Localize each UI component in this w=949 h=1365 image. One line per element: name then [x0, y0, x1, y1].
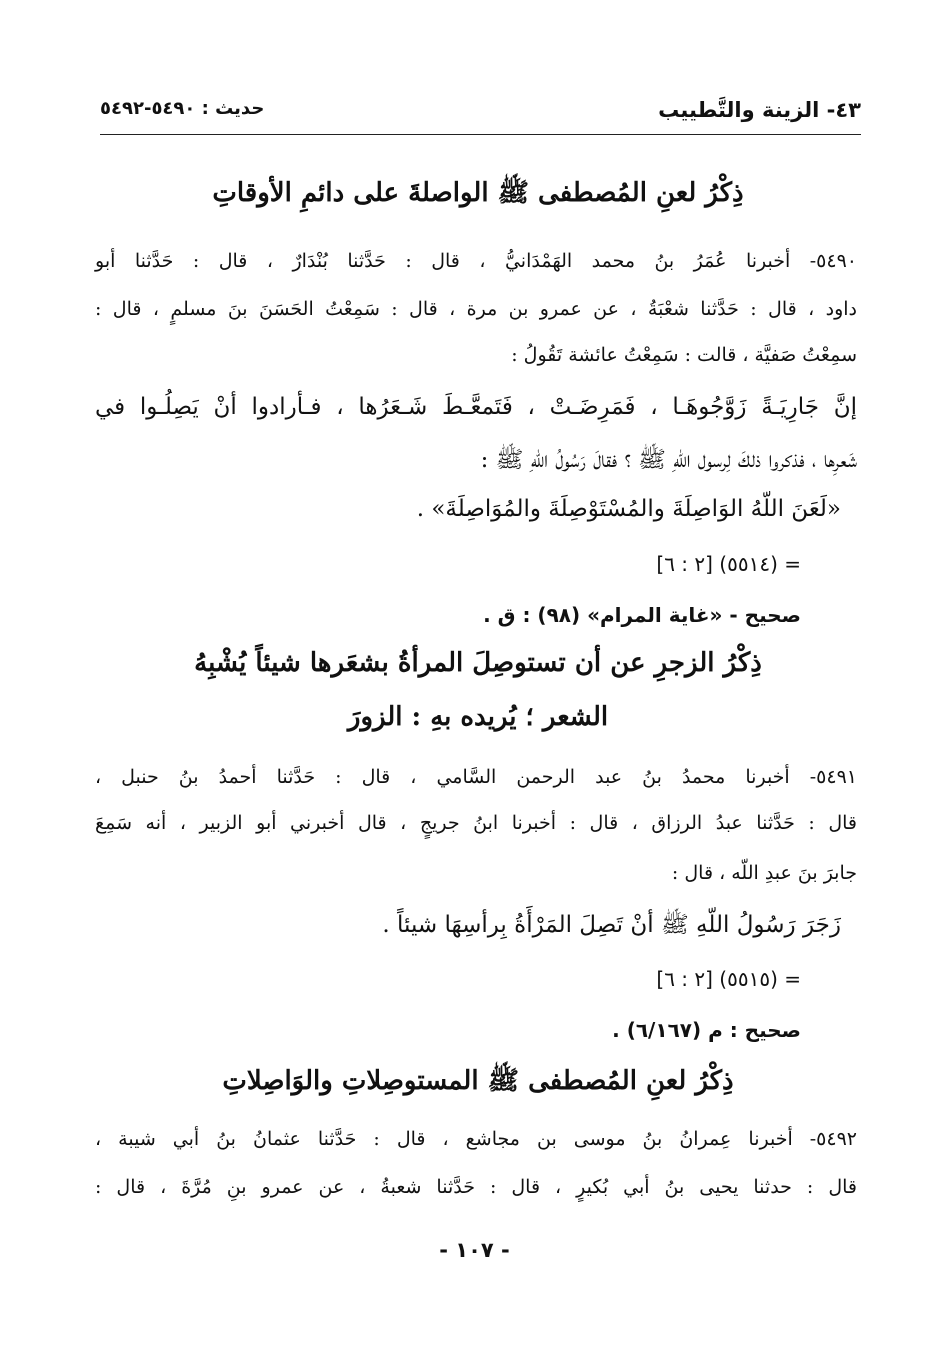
- isnad-line: ٥٤٩٢- أخبرنا عِمرانُ بنُ موسى بن مجاشع ، قال : حَدَّثنا عثمانُ بنُ أبي شيبة ،: [95, 1128, 857, 1150]
- page-header: [100, 96, 861, 135]
- isnad-line: قال : حَدَّثنا عبدُ الرزاق ، قال : أخبرنا ابنُ جريجٍ ، قال أخبرني أبو الزبير ، أنه سَمِعَ: [95, 812, 857, 834]
- section-heading: ذِكْرُ لعنِ المُصطفى ﷺ الواصلةَ على دائمِ الأوقاتِ: [212, 178, 744, 208]
- cross-reference: = (٥٥١٤) [٢ : ٦]: [656, 552, 801, 576]
- matn-line: زَجَرَ رَسُولُ اللّهِ ﷺ أنْ تَصِلَ المَرْأَةُ بِرأسِهَا شيئاً .: [382, 912, 841, 938]
- isnad-line: سمِعْتُ صَفيَّة ، قالت : سَمِعْتُ عائشة تَقُولُ :: [511, 344, 857, 366]
- isnad-line: جابرَ بنَ عبدِ اللّه ، قال :: [671, 862, 857, 884]
- isnad-line: داود ، قال : حَدَّثنا شعْبَةُ ، عن عمرو بن مرة ، قال : سَمِعْتُ الحَسَنَ بنَ مسلمٍ ، قال :: [95, 298, 857, 320]
- hadith-range: حديث : ٥٤٩٠-٥٤٩٢: [100, 98, 265, 119]
- matn-line: «لَعَنَ اللّهُ الوَاصِلَةَ والمُسْتَوْصِلَةَ والمُوَاصِلَةَ» .: [416, 496, 841, 522]
- isnad-line: ٥٤٩٠- أخبرنا عُمَرُ بنُ محمد الهَمْدَانيُّ ، قال : حَدَّثنا بُنْدَارٌ ، قال : حَدَّثنا أبو: [95, 250, 857, 272]
- matn-line: شَعرِها ، فذكروا ذلكَ لِرسول اللّهِ ﷺ ؟ فقالَ رَسُولُ اللّهِ ﷺ :: [480, 447, 857, 473]
- section-heading: ذِكْرُ الزجرِ عن أن تستوصِلَ المرأةُ بشعَرها شيئاً يُشْبِهُ: [194, 648, 762, 678]
- page-number: - ١٠٧ -: [439, 1238, 510, 1262]
- isnad-line: قال : حدثنا يحيى بنُ أبي بُكيرٍ ، قال : حَدَّثنا شعبةُ ، عن عمرو بنِ مُرَّةَ ، قال :: [95, 1176, 857, 1198]
- section-heading: الشعر ؛ يُريده بهِ : الزورَ: [347, 702, 609, 732]
- isnad-line: ٥٤٩١- أخبرنا محمدُ بنُ عبد الرحمن السَّامي ، قال : حَدَّثنا أحمدُ بنُ حنبل ،: [95, 766, 857, 788]
- matn-line: إنَّ جَارِيَـةً زَوَّجُوهَـا ، فَمَرِضَـتْ ، فَتَمعَّـطَ شَـعَرُها ، فـأرادوا أنْ يَصِلُـوا في: [95, 394, 857, 420]
- section-heading: ذِكْرُ لعنِ المُصطفى ﷺ المستوصِلاتِ والوَاصِلاتِ: [222, 1066, 734, 1096]
- chapter-title: ٤٣- الزينة والتَّطييب: [658, 98, 861, 122]
- hadith-grade: صحيح - «غاية المرام» (٩٨) : ق .: [483, 603, 801, 627]
- cross-reference: = (٥٥١٥) [٢ : ٦]: [656, 967, 801, 991]
- hadith-grade: صحيح : م (٦/١٦٧) .: [612, 1018, 801, 1042]
